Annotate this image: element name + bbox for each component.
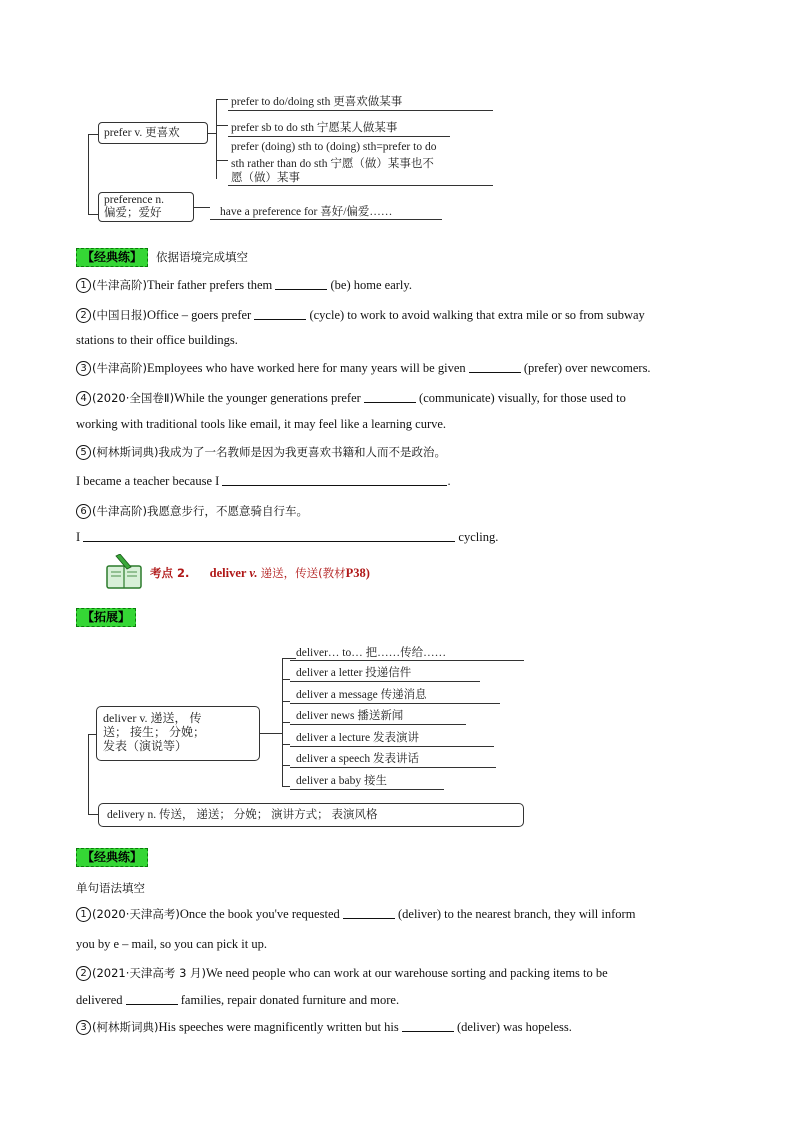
question-text: While the younger generations prefer (174, 391, 361, 405)
source-label: (柯林斯词典) (92, 445, 159, 459)
question-text: Employees who have worked here for many years will be given (146, 361, 466, 375)
question-text: I (76, 530, 81, 544)
root-deliver-line3: 发表（演说等） (103, 739, 188, 753)
question-text: His speeches were magnificently written but his (158, 1020, 399, 1034)
root-preference (98, 192, 194, 222)
branch-preference: have a preference for 喜好/偏爱…… (220, 206, 393, 218)
root-preference-line1: preference n. (104, 194, 165, 206)
root-deliver (96, 706, 260, 761)
question-text: (prefer) over newcomers. (523, 361, 651, 375)
chinese-prompt: 我愿意步行，不愿意骑自行车。 (146, 504, 308, 518)
question-text: (cycle) to work to avoid walking that extra mile or so from subway (309, 308, 645, 322)
root-prefer (98, 122, 208, 144)
underline (290, 660, 524, 661)
source-label: (2020·全国卷Ⅱ) (92, 391, 175, 405)
question-text: cycling. (458, 530, 499, 544)
branch-prefer-3b: sth rather than do sth 宁愿（做）某事也不 (231, 158, 434, 170)
question-5 (76, 444, 446, 460)
question-text: We need people who can work at our warehouse sorting and packing items to be (206, 966, 608, 980)
branch-prefer-3a: prefer (doing) sth to (doing) sth=prefer to do (231, 141, 437, 153)
expand-tag: 【拓展】 (76, 608, 136, 627)
section-tag-2: 【经典练】 (76, 848, 148, 867)
underline (290, 746, 494, 747)
question-text: delivered (76, 993, 123, 1007)
branch-deliver-1: deliver… to… 把……传给…… (296, 647, 447, 659)
kaodian-word: deliver (209, 566, 247, 580)
question-number: 6 (76, 504, 91, 519)
question-3 (76, 360, 651, 376)
question-2 (76, 307, 645, 323)
question-4 (76, 390, 626, 406)
root-deliver-line2: 送； 接生； 分娩； (103, 725, 206, 739)
root-deliver-line1: deliver v. 递送， 传 (103, 711, 202, 725)
kaodian-pos: v. (249, 566, 258, 580)
underline (228, 136, 450, 137)
tree-connector (216, 160, 228, 161)
tree-connector (282, 658, 296, 659)
question-number: 5 (76, 445, 91, 460)
tree-connector (208, 133, 216, 134)
section-instruction: 依据语境完成填空 (156, 250, 248, 264)
section-tag: 【经典练】 (76, 248, 148, 267)
branch-prefer-1: prefer to do/doing sth 更喜欢做某事 (231, 96, 403, 108)
answer-blank[interactable] (469, 361, 521, 373)
question-text: I became a teacher because I (76, 474, 220, 488)
kaodian-heading (150, 565, 370, 581)
question-4-cont: working with traditional tools like email, it may feel like a learning curve. (76, 417, 447, 431)
book-pencil-icon (104, 554, 144, 590)
answer-blank[interactable] (275, 278, 327, 290)
question-2-1 (76, 906, 635, 922)
tree-connector (216, 125, 228, 126)
noun-delivery-label: delivery n. 传送， 递送； 分娩； 演讲方式； 表演风格 (107, 809, 378, 821)
tree-connector (88, 814, 98, 815)
branch-prefer-2: prefer sb to do sth 宁愿某人做某事 (231, 122, 398, 134)
question-text: (deliver) to the nearest branch, they will inform (398, 907, 636, 921)
answer-blank[interactable] (83, 530, 455, 542)
question-text: (deliver) was hopeless. (456, 1020, 572, 1034)
question-number: 1 (76, 278, 91, 293)
question-text: (communicate) visually, for those used to (419, 391, 626, 405)
underline (228, 110, 493, 111)
question-number: 3 (76, 361, 91, 376)
kaodian-meaning: 递送，传送(教材 (260, 566, 346, 580)
question-number: 1 (76, 907, 91, 922)
question-2-2-cont (76, 992, 399, 1008)
tree-connector (282, 786, 290, 787)
branch-trunk (216, 99, 217, 179)
tree-connector (216, 99, 228, 100)
tree-connector (282, 701, 290, 702)
question-2-1-cont: you by e – mail, so you can pick it up. (76, 937, 267, 951)
tree-connector (88, 214, 98, 215)
root-preference-line2: 偏爱；爱好 (104, 207, 162, 219)
underline (210, 219, 442, 220)
kaodian-label: 考点 2. (150, 566, 190, 580)
underline (290, 767, 496, 768)
source-label: (柯林斯词典) (92, 1020, 159, 1034)
tree-connector (88, 134, 98, 135)
branch-deliver-3: deliver a message 传递消息 (296, 689, 427, 701)
question-number: 3 (76, 1020, 91, 1035)
question-6 (76, 503, 308, 519)
branch-deliver-5: deliver a lecture 发表演讲 (296, 732, 419, 744)
tree-trunk (88, 734, 89, 814)
answer-blank[interactable] (402, 1020, 454, 1032)
question-number: 4 (76, 391, 91, 406)
question-text: Their father prefers them (146, 278, 273, 292)
branch-deliver-2: deliver a letter 投递信件 (296, 667, 412, 679)
noun-delivery (98, 803, 524, 827)
tree-connector (282, 744, 290, 745)
tree-connector (282, 722, 290, 723)
source-label: (牛津高阶) (92, 278, 147, 292)
question-text: . (447, 474, 451, 488)
question-text: Once the book you've requested (179, 907, 340, 921)
underline (290, 724, 466, 725)
question-text: (be) home early. (330, 278, 412, 292)
answer-blank[interactable] (343, 907, 395, 919)
root-prefer-label: prefer v. 更喜欢 (104, 127, 180, 139)
tree-connector (260, 733, 282, 734)
branch-deliver-6: deliver a speech 发表讲话 (296, 753, 419, 765)
question-5-answer (76, 473, 451, 489)
tree-connector (282, 679, 290, 680)
branch-deliver-7: deliver a baby 接生 (296, 775, 388, 787)
branch-deliver-4: deliver news 播送新闻 (296, 710, 404, 722)
chinese-prompt: 我成为了一名教师是因为我更喜欢书籍和人而不是政治。 (158, 445, 446, 459)
answer-blank[interactable] (126, 993, 178, 1005)
question-6-answer (76, 529, 498, 545)
tree-connector (88, 734, 96, 735)
question-number: 2 (76, 308, 91, 323)
section-title-2: 单句语法填空 (76, 881, 145, 895)
tree-connector (194, 207, 210, 208)
branch-prefer-3c: 愿（做）某事 (231, 172, 300, 184)
question-2-cont: stations to their office buildings. (76, 333, 238, 347)
answer-blank[interactable] (222, 474, 447, 486)
question-2-3 (76, 1019, 572, 1035)
underline (290, 681, 480, 682)
source-label: (牛津高阶) (92, 361, 147, 375)
underline (290, 703, 500, 704)
question-2-2 (76, 965, 608, 981)
question-text: families, repair donated furniture and more. (180, 993, 400, 1007)
kaodian-page: P38) (345, 566, 370, 580)
underline (228, 185, 493, 186)
question-1 (76, 277, 412, 293)
source-label: (中国日报) (92, 308, 147, 322)
question-text: Office – goers prefer (146, 308, 252, 322)
question-number: 2 (76, 966, 91, 981)
tree-connector (282, 765, 290, 766)
underline (290, 789, 444, 790)
source-label: (2020·天津高考) (92, 907, 180, 921)
answer-blank[interactable] (364, 391, 416, 403)
answer-blank[interactable] (254, 308, 306, 320)
source-label: (牛津高阶) (92, 504, 147, 518)
tree-trunk (88, 134, 89, 214)
source-label: (2021·天津高考 3 月) (92, 966, 207, 980)
